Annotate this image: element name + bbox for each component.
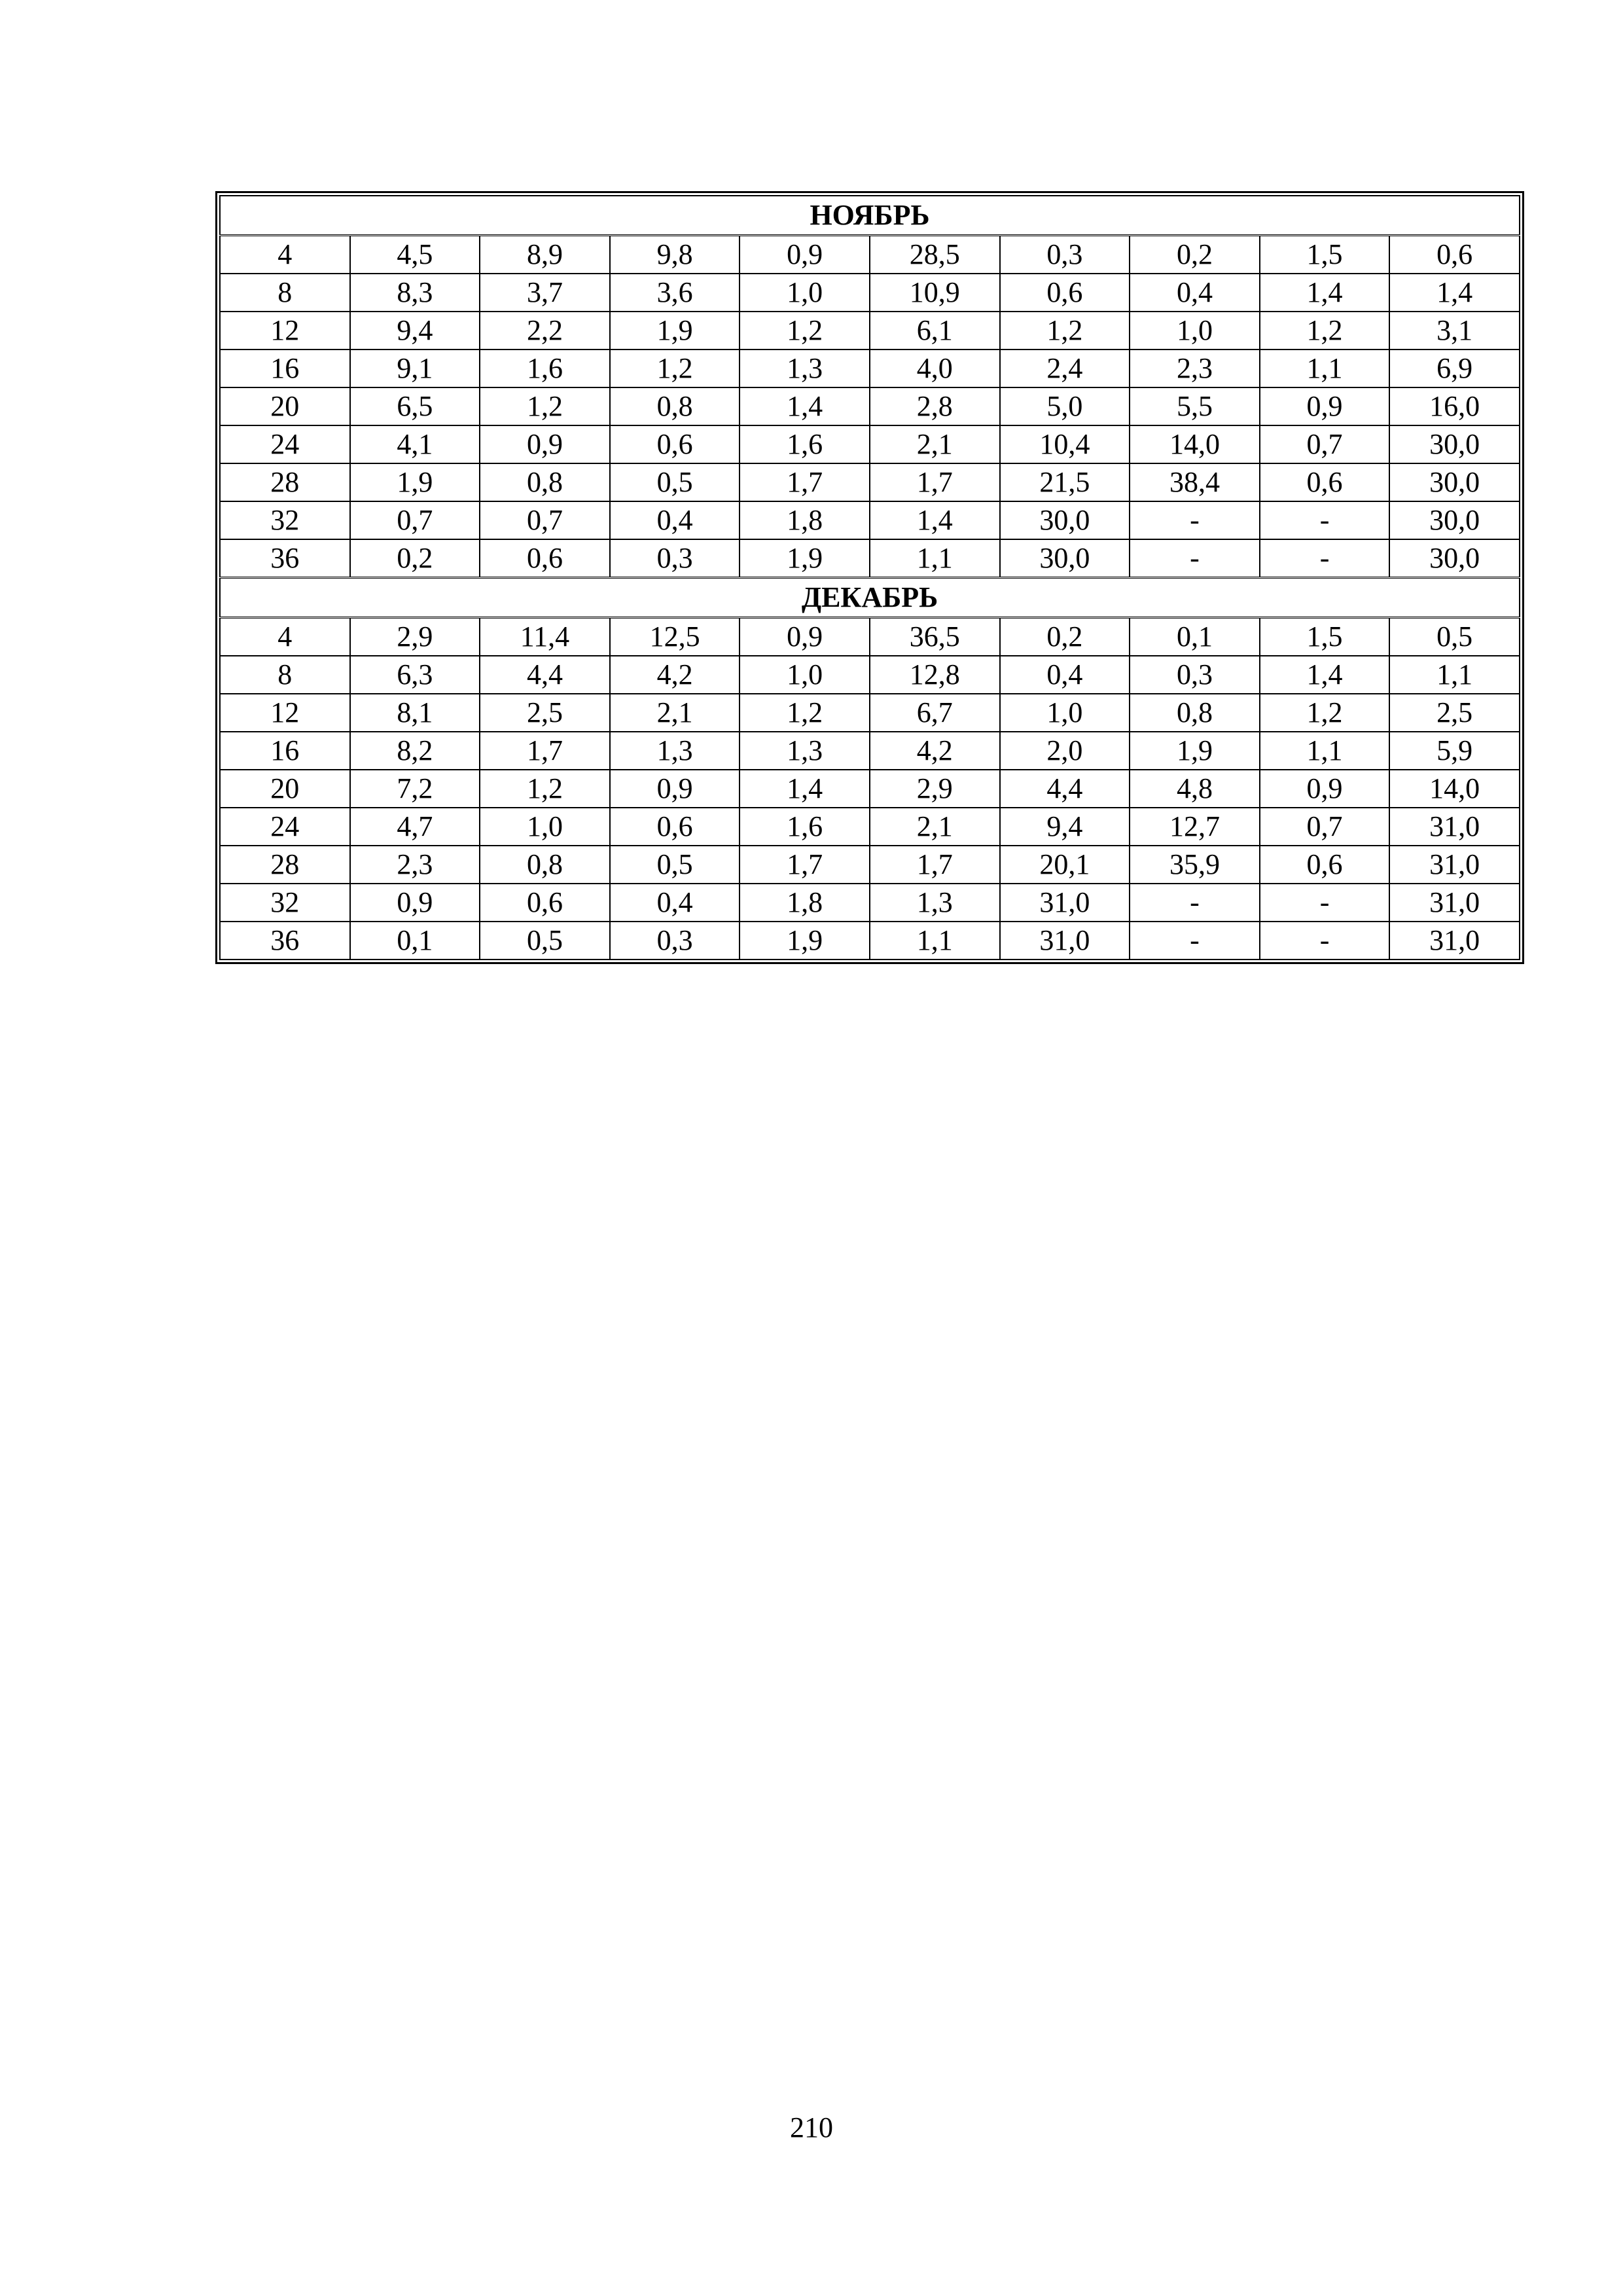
table-cell: 0,5 <box>1389 618 1520 656</box>
table-cell: 0,7 <box>350 501 480 539</box>
table-cell: 10,4 <box>1000 425 1130 463</box>
row-label-cell: 8 <box>220 274 350 312</box>
table-row <box>220 694 1520 732</box>
table-cell: 1,2 <box>740 694 870 732</box>
table-cell: 0,8 <box>1130 694 1260 732</box>
table-cell: 30,0 <box>1389 425 1520 463</box>
table-cell: 31,0 <box>1000 884 1130 922</box>
row-label-cell: 28 <box>220 463 350 501</box>
section-title: ДЕКАБРЬ <box>220 578 1520 618</box>
table-cell: 0,4 <box>610 884 740 922</box>
table-cell: 28,5 <box>870 236 1000 274</box>
table-cell: 0,6 <box>610 808 740 846</box>
table-cell: 0,8 <box>480 463 610 501</box>
table-row <box>220 539 1520 578</box>
table-cell: 1,3 <box>740 350 870 387</box>
table-cell: 1,7 <box>740 463 870 501</box>
row-label-cell: 4 <box>220 618 350 656</box>
row-label-cell: 32 <box>220 884 350 922</box>
table-cell: 6,5 <box>350 387 480 425</box>
table-cell: 2,2 <box>480 312 610 350</box>
row-label-cell: 4 <box>220 236 350 274</box>
table-cell: - <box>1130 922 1260 960</box>
table-cell: 1,2 <box>1260 694 1390 732</box>
table-cell: 3,6 <box>610 274 740 312</box>
table-cell: 16,0 <box>1389 387 1520 425</box>
table-cell: 3,7 <box>480 274 610 312</box>
table-cell: 2,5 <box>1389 694 1520 732</box>
table-cell: 1,9 <box>740 922 870 960</box>
table-row <box>220 387 1520 425</box>
table-cell: 0,4 <box>1000 656 1130 694</box>
table-cell: 4,8 <box>1130 770 1260 808</box>
table-cell: 0,5 <box>610 463 740 501</box>
table-cell: 1,4 <box>1260 656 1390 694</box>
table-cell: 6,7 <box>870 694 1000 732</box>
table-cell: 2,1 <box>610 694 740 732</box>
table-cell: 31,0 <box>1389 922 1520 960</box>
table-cell: 1,1 <box>1260 732 1390 770</box>
page-number: 210 <box>790 2111 833 2144</box>
table-cell: 2,3 <box>1130 350 1260 387</box>
table-cell: 1,8 <box>740 501 870 539</box>
table-cell: - <box>1260 501 1390 539</box>
table-cell: 0,7 <box>1260 808 1390 846</box>
table-cell: 1,3 <box>870 884 1000 922</box>
table-cell: 35,9 <box>1130 846 1260 884</box>
table-cell: 0,4 <box>1130 274 1260 312</box>
table-row <box>220 425 1520 463</box>
table-cell: 1,1 <box>870 922 1000 960</box>
table-cell: 12,8 <box>870 656 1000 694</box>
table-cell: - <box>1130 539 1260 578</box>
table-cell: 1,5 <box>1260 618 1390 656</box>
table-cell: 6,9 <box>1389 350 1520 387</box>
row-label-cell: 24 <box>220 425 350 463</box>
table-cell: 0,3 <box>610 539 740 578</box>
table-row <box>220 732 1520 770</box>
table-cell: 9,8 <box>610 236 740 274</box>
table-cell: 0,8 <box>480 846 610 884</box>
table-cell: 1,7 <box>480 732 610 770</box>
table-cell: 1,0 <box>740 656 870 694</box>
table-cell: - <box>1260 884 1390 922</box>
table-cell: 1,1 <box>1389 656 1520 694</box>
table-cell: 30,0 <box>1389 539 1520 578</box>
table-cell: 1,6 <box>480 350 610 387</box>
table-cell: 1,5 <box>1260 236 1390 274</box>
row-label-cell: 36 <box>220 539 350 578</box>
table-row <box>220 656 1520 694</box>
table-cell: 1,0 <box>740 274 870 312</box>
table-cell: 1,6 <box>740 808 870 846</box>
table-cell: 20,1 <box>1000 846 1130 884</box>
table-cell: 0,9 <box>1260 770 1390 808</box>
table-cell: 0,6 <box>480 884 610 922</box>
table-cell: 1,0 <box>1130 312 1260 350</box>
table-cell: 31,0 <box>1389 846 1520 884</box>
table-cell: - <box>1260 922 1390 960</box>
row-label-cell: 28 <box>220 846 350 884</box>
table-cell: 1,6 <box>740 425 870 463</box>
table-cell: 1,2 <box>740 312 870 350</box>
table-cell: 1,0 <box>480 808 610 846</box>
table-cell: 1,7 <box>740 846 870 884</box>
table-cell: 8,3 <box>350 274 480 312</box>
table-cell: 3,1 <box>1389 312 1520 350</box>
table-cell: 12,5 <box>610 618 740 656</box>
row-label-cell: 24 <box>220 808 350 846</box>
row-label-cell: 32 <box>220 501 350 539</box>
table-cell: 1,2 <box>480 387 610 425</box>
table-cell: 14,0 <box>1130 425 1260 463</box>
table-cell: 1,9 <box>610 312 740 350</box>
table-cell: 1,2 <box>480 770 610 808</box>
table-cell: 0,2 <box>350 539 480 578</box>
table-cell: 30,0 <box>1000 539 1130 578</box>
table-cell: 0,6 <box>480 539 610 578</box>
table-cell: 1,2 <box>1260 312 1390 350</box>
table-cell: 2,9 <box>870 770 1000 808</box>
table-cell: 10,9 <box>870 274 1000 312</box>
table-cell: 1,4 <box>1260 274 1390 312</box>
table-cell: 4,5 <box>350 236 480 274</box>
table-cell: 2,1 <box>870 425 1000 463</box>
table-cell: 0,8 <box>610 387 740 425</box>
row-label-cell: 36 <box>220 922 350 960</box>
table-body <box>220 196 1520 960</box>
row-label-cell: 16 <box>220 350 350 387</box>
table-cell: 31,0 <box>1000 922 1130 960</box>
table-cell: 0,2 <box>1130 236 1260 274</box>
table-cell: 12,7 <box>1130 808 1260 846</box>
table-cell: 4,4 <box>1000 770 1130 808</box>
table-cell: 6,1 <box>870 312 1000 350</box>
table-cell: 4,2 <box>870 732 1000 770</box>
section-title: НОЯБРЬ <box>220 196 1520 236</box>
table-cell: 1,4 <box>740 387 870 425</box>
table-cell: 4,7 <box>350 808 480 846</box>
table-cell: 5,0 <box>1000 387 1130 425</box>
table-row <box>220 501 1520 539</box>
table-cell: 4,1 <box>350 425 480 463</box>
table-cell: 2,4 <box>1000 350 1130 387</box>
table-cell: - <box>1130 884 1260 922</box>
table-cell: - <box>1260 539 1390 578</box>
table-row <box>220 884 1520 922</box>
table-row <box>220 350 1520 387</box>
table-cell: 8,1 <box>350 694 480 732</box>
table-cell: 1,3 <box>610 732 740 770</box>
table-cell: 9,4 <box>350 312 480 350</box>
table-row <box>220 922 1520 960</box>
table-cell: 4,0 <box>870 350 1000 387</box>
row-label-cell: 12 <box>220 312 350 350</box>
table-row <box>220 770 1520 808</box>
table-cell: 2,8 <box>870 387 1000 425</box>
table-cell: 0,9 <box>610 770 740 808</box>
table-cell: 0,5 <box>610 846 740 884</box>
table-cell: 1,4 <box>740 770 870 808</box>
table-cell: 0,1 <box>350 922 480 960</box>
table-cell: 0,3 <box>1000 236 1130 274</box>
section-header-row <box>220 578 1520 618</box>
table-cell: 0,9 <box>480 425 610 463</box>
row-label-cell: 20 <box>220 387 350 425</box>
table-cell: 0,4 <box>610 501 740 539</box>
row-label-cell: 16 <box>220 732 350 770</box>
table-cell: 30,0 <box>1389 501 1520 539</box>
table-cell: 0,5 <box>480 922 610 960</box>
table-cell: 31,0 <box>1389 884 1520 922</box>
table-cell: 8,9 <box>480 236 610 274</box>
table-cell: 2,3 <box>350 846 480 884</box>
table-cell: 1,3 <box>740 732 870 770</box>
table-cell: 5,9 <box>1389 732 1520 770</box>
row-label-cell: 20 <box>220 770 350 808</box>
table-cell: 1,9 <box>350 463 480 501</box>
table-cell: 8,2 <box>350 732 480 770</box>
table-cell: 30,0 <box>1000 501 1130 539</box>
table-cell: 1,1 <box>870 539 1000 578</box>
table-cell: 1,7 <box>870 463 1000 501</box>
table-cell: 2,9 <box>350 618 480 656</box>
table-cell: 0,7 <box>1260 425 1390 463</box>
table-cell: 0,6 <box>1000 274 1130 312</box>
table-cell: 2,0 <box>1000 732 1130 770</box>
table-cell: 38,4 <box>1130 463 1260 501</box>
table-cell: 0,9 <box>740 236 870 274</box>
table-cell: 21,5 <box>1000 463 1130 501</box>
data-table <box>219 195 1520 960</box>
table-cell: 4,2 <box>610 656 740 694</box>
table-cell: - <box>1130 501 1260 539</box>
table-cell: 0,6 <box>1260 846 1390 884</box>
table-row <box>220 618 1520 656</box>
table-cell: 4,4 <box>480 656 610 694</box>
table-cell: 1,9 <box>740 539 870 578</box>
table-cell: 36,5 <box>870 618 1000 656</box>
table-row <box>220 274 1520 312</box>
table-row <box>220 463 1520 501</box>
table-cell: 30,0 <box>1389 463 1520 501</box>
table-cell: 0,6 <box>1260 463 1390 501</box>
table-cell: 1,7 <box>870 846 1000 884</box>
table-row <box>220 846 1520 884</box>
table-cell: 1,2 <box>610 350 740 387</box>
table-cell: 1,1 <box>1260 350 1390 387</box>
table-row <box>220 808 1520 846</box>
table-cell: 1,0 <box>1000 694 1130 732</box>
table-cell: 0,3 <box>1130 656 1260 694</box>
row-label-cell: 12 <box>220 694 350 732</box>
table-cell: 0,3 <box>610 922 740 960</box>
table-cell: 2,5 <box>480 694 610 732</box>
table-row <box>220 236 1520 274</box>
table-cell: 7,2 <box>350 770 480 808</box>
table-cell: 0,9 <box>1260 387 1390 425</box>
table-cell: 1,2 <box>1000 312 1130 350</box>
row-label-cell: 8 <box>220 656 350 694</box>
table-cell: 0,9 <box>740 618 870 656</box>
table-cell: 0,7 <box>480 501 610 539</box>
data-table-frame <box>215 191 1524 964</box>
table-cell: 31,0 <box>1389 808 1520 846</box>
table-cell: 0,1 <box>1130 618 1260 656</box>
table-cell: 2,1 <box>870 808 1000 846</box>
table-row <box>220 312 1520 350</box>
table-cell: 1,9 <box>1130 732 1260 770</box>
table-cell: 1,4 <box>1389 274 1520 312</box>
table-cell: 0,6 <box>1389 236 1520 274</box>
table-cell: 9,4 <box>1000 808 1130 846</box>
table-cell: 11,4 <box>480 618 610 656</box>
table-cell: 0,9 <box>350 884 480 922</box>
table-cell: 14,0 <box>1389 770 1520 808</box>
section-header-row <box>220 196 1520 236</box>
table-cell: 0,2 <box>1000 618 1130 656</box>
table-cell: 9,1 <box>350 350 480 387</box>
table-cell: 5,5 <box>1130 387 1260 425</box>
table-cell: 0,6 <box>610 425 740 463</box>
table-cell: 1,8 <box>740 884 870 922</box>
table-cell: 1,4 <box>870 501 1000 539</box>
table-cell: 6,3 <box>350 656 480 694</box>
